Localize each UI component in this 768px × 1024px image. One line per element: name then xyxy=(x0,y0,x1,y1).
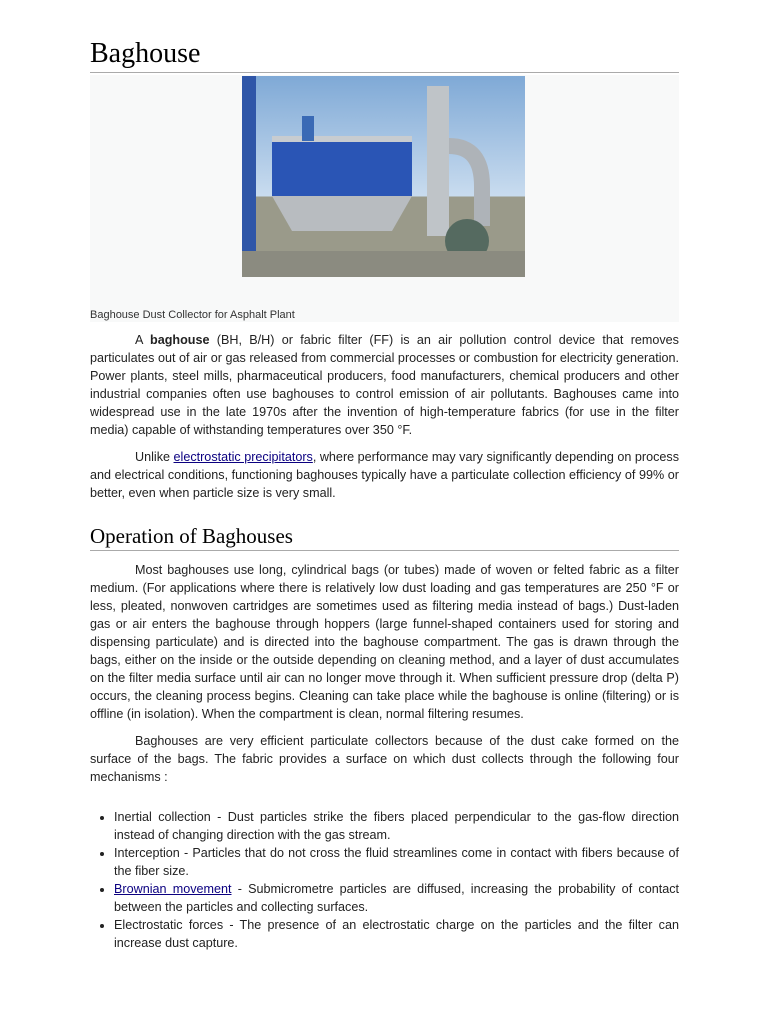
text: - Submicrometre particles are diffused, increasing the probability of contact between the particles and collecting surfaces. xyxy=(114,882,679,914)
term-baghouse: baghouse xyxy=(150,333,210,347)
list-item: • Inertial collection - Dust particles strike the fibers placed perpendicular to the gas-flow direction instead of changing direction with the gas stream. xyxy=(114,808,679,844)
list-item xyxy=(114,880,679,916)
operation-paragraph-1: Most baghouses use long, cylindrical bags (or tubes) made of woven or felted fabric as a filter medium. (For applications where there is relatively low dust loading and gas temperatures are 250 °F or less, pleated, nonwoven cartridges are sometimes used as filtering media instead of bags.) Dust-laden gas or air enters the baghouse through hoppers (large funnel-shaped containers used for storing and dispensing particulate) and is directed into the baghouse compartment. The gas is drawn through the bags, either on the inside or the outside depending on cleaning method, and a layer of dust accumulates on the filter media surface until air can no longer move through it. When sufficient pressure drop (delta P) occurs, the cleaning process begins. Cleaning can take place while the baghouse is online (filtering) or is offline (in isolation). When the compartment is clean, normal filtering resumes. xyxy=(90,563,679,721)
mechanisms-list xyxy=(90,808,679,952)
figure-caption: Baghouse Dust Collector for Asphalt Plant xyxy=(90,309,295,321)
article xyxy=(90,0,679,952)
text: A xyxy=(135,333,150,347)
baghouse-photo xyxy=(242,76,525,277)
text: Unlike xyxy=(135,450,174,464)
text: , where performance may vary significantly depending on process and electrical conditions, functioning baghouses typically have a particulate collection efficiency of 99% or better, even when particle size is very small. xyxy=(90,450,680,500)
section-heading: Operation of Baghouses xyxy=(90,524,679,551)
text: (BH, B/H) or fabric filter (FF) is an air pollution control device that removes particulates out of air or gas released from commercial processes or combustion for electricity generation. Power plants, steel mills, pharmaceutical producers, food manufacturers, chemical producers and other industrial companies often use baghouses to control emission of air pollutants. Baghouses came into widespread use in the late 1970s after the invention of high-temperature fabrics (for use in the filter media) capable of withstanding temperatures over 350 °F. xyxy=(90,333,679,437)
intro-paragraph-2 xyxy=(90,448,679,502)
intro-paragraph-1 xyxy=(90,331,679,439)
operation-paragraph-2: Baghouses are very efficient particulate collectors because of the dust cake formed on the surface of the bags. The fabric provides a surface on which dust collects through the following four mechanisms : xyxy=(90,734,679,784)
brownian-movement-link[interactable]: Brownian movement xyxy=(114,882,232,896)
figure xyxy=(90,75,679,322)
list-item: • Interception - Particles that do not cross the fluid streamlines come in contact with fibers because of the fiber size. xyxy=(114,844,679,880)
page-title: Baghouse xyxy=(90,0,679,73)
electrostatic-precipitators-link[interactable]: electrostatic precipitators xyxy=(173,450,313,464)
list-item: • Electrostatic forces - The presence of an electrostatic charge on the particles and the filter can increase dust capture. xyxy=(114,916,679,952)
